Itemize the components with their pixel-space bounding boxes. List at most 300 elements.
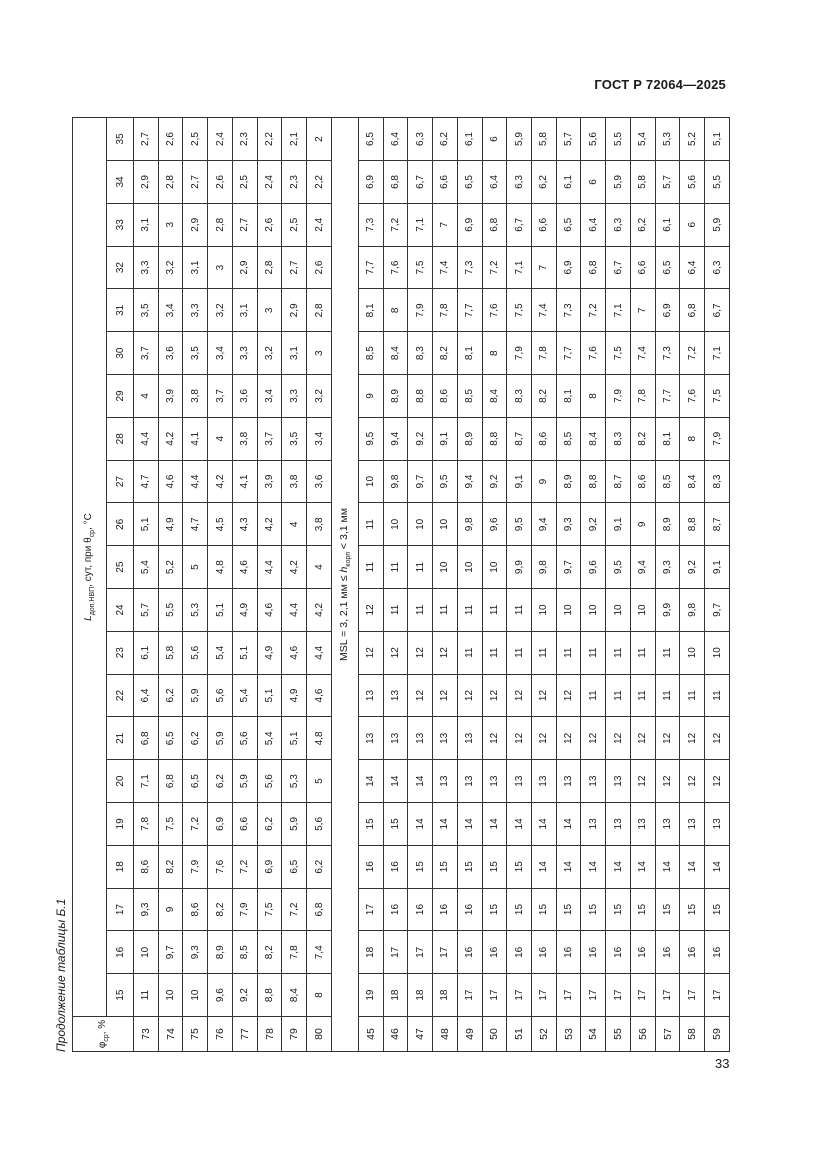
table-cell: 8,5 — [232, 931, 257, 974]
row-label: 56 — [630, 1017, 655, 1052]
table-cell: 7,9 — [705, 417, 730, 460]
table-cell: 13 — [581, 803, 606, 846]
table-cell: 12 — [383, 631, 408, 674]
row-label: 78 — [257, 1017, 282, 1052]
table-cell: 5 — [183, 546, 208, 589]
table-cell: 15 — [680, 888, 705, 931]
table-cell: 5,9 — [507, 118, 532, 161]
table-cell: 2,3 — [282, 161, 307, 204]
table-row — [630, 118, 655, 1052]
table-cell: 7,2 — [183, 803, 208, 846]
table-cell: 7,3 — [358, 203, 383, 246]
table-cell: 8,6 — [183, 888, 208, 931]
table-cell: 11 — [482, 589, 507, 632]
table-cell: 8,5 — [655, 460, 680, 503]
table-cell: 17 — [358, 888, 383, 931]
table-cell: 9,1 — [433, 417, 458, 460]
table-cell: 3,5 — [282, 417, 307, 460]
table-cell: 12 — [655, 760, 680, 803]
table-cell: 14 — [507, 803, 532, 846]
table-cell: 5,1 — [232, 631, 257, 674]
table-row — [606, 118, 631, 1052]
table-cell: 6,9 — [257, 845, 282, 888]
table-cell: 5,6 — [581, 118, 606, 161]
table-cell: 3,6 — [307, 460, 332, 503]
column-header: 20 — [107, 760, 134, 803]
table-cell: 9,1 — [606, 503, 631, 546]
table-cell: 3 — [158, 203, 183, 246]
table-cell: 4,6 — [257, 589, 282, 632]
table-cell: 3,9 — [158, 375, 183, 418]
table-row — [257, 118, 282, 1052]
table-cell: 15 — [383, 803, 408, 846]
table-cell: 2,6 — [257, 203, 282, 246]
table-cell: 2,9 — [134, 161, 159, 204]
table-row — [408, 118, 433, 1052]
table-cell: 8,7 — [606, 460, 631, 503]
table-cell: 7,9 — [183, 845, 208, 888]
table-cell: 14 — [581, 845, 606, 888]
table-cell: 7,7 — [556, 332, 581, 375]
table-cell: 4,8 — [307, 717, 332, 760]
table-row — [655, 118, 680, 1052]
row-label: 73 — [134, 1017, 159, 1052]
table-cell: 2,9 — [232, 246, 257, 289]
column-header: 26 — [107, 503, 134, 546]
table-cell: 12 — [408, 631, 433, 674]
table-row — [556, 118, 581, 1052]
table-cell: 12 — [630, 717, 655, 760]
table-cell: 8,8 — [581, 460, 606, 503]
column-header: 28 — [107, 417, 134, 460]
table-cell: 12 — [556, 717, 581, 760]
table-cell: 14 — [383, 760, 408, 803]
table-cell: 11 — [532, 631, 557, 674]
table-cell: 11 — [358, 546, 383, 589]
table-cell: 9,5 — [606, 546, 631, 589]
row-label: 50 — [482, 1017, 507, 1052]
table-cell: 2,7 — [183, 161, 208, 204]
table-cell: 8,9 — [457, 417, 482, 460]
table-cell: 2,2 — [257, 118, 282, 161]
table-cell: 12 — [581, 717, 606, 760]
table-cell: 8,4 — [680, 460, 705, 503]
table-cell: 13 — [630, 803, 655, 846]
table-cell: 6,3 — [507, 161, 532, 204]
table-cell: 12 — [482, 674, 507, 717]
table-cell: 11 — [507, 631, 532, 674]
table-cell: 10 — [383, 503, 408, 546]
table-cell: 7,8 — [630, 375, 655, 418]
table-cell: 2,8 — [307, 289, 332, 332]
table-cell: 4,3 — [232, 503, 257, 546]
table-cell: 5,9 — [208, 717, 233, 760]
table-cell: 9,2 — [680, 546, 705, 589]
table-cell: 4,6 — [158, 460, 183, 503]
table-cell: 8,6 — [630, 460, 655, 503]
table-cell: 5,4 — [208, 631, 233, 674]
table-cell: 11 — [581, 674, 606, 717]
table-cell: 15 — [606, 888, 631, 931]
table-cell: 3,2 — [158, 246, 183, 289]
section-row — [331, 118, 358, 1052]
table-row — [581, 118, 606, 1052]
table-cell: 17 — [532, 974, 557, 1017]
table-cell: 15 — [507, 845, 532, 888]
table-cell: 13 — [457, 760, 482, 803]
table-cell: 8,3 — [606, 417, 631, 460]
table-cell: 2,7 — [134, 118, 159, 161]
table-cell: 6,5 — [556, 203, 581, 246]
table-cell: 13 — [408, 717, 433, 760]
table-cell: 11 — [433, 589, 458, 632]
table-cell: 8,4 — [383, 332, 408, 375]
table-cell: 5,7 — [556, 118, 581, 161]
l-symbol: L — [83, 615, 94, 621]
table-cell: 16 — [433, 888, 458, 931]
table-cell: 2,7 — [232, 203, 257, 246]
table-cell: 8,9 — [655, 503, 680, 546]
table-cell: 4,6 — [307, 674, 332, 717]
table-cell: 9,8 — [680, 589, 705, 632]
table-cell: 5,9 — [705, 203, 730, 246]
table-cell: 3,6 — [232, 375, 257, 418]
table-cell: 7,9 — [606, 375, 631, 418]
table-cell: 13 — [358, 717, 383, 760]
table-cell: 3 — [307, 332, 332, 375]
table-cell: 5,8 — [630, 161, 655, 204]
table-cell: 3,5 — [183, 332, 208, 375]
table-cell: 17 — [680, 974, 705, 1017]
column-header: 21 — [107, 717, 134, 760]
row-label: 46 — [383, 1017, 408, 1052]
table-cell: 16 — [556, 931, 581, 974]
table-cell: 7,2 — [680, 332, 705, 375]
table-cell: 12 — [507, 717, 532, 760]
table-cell: 3,4 — [208, 332, 233, 375]
table-cell: 3,2 — [208, 289, 233, 332]
table-cell: 17 — [630, 974, 655, 1017]
table-cell: 13 — [556, 760, 581, 803]
table-row — [383, 118, 408, 1052]
table-cell: 11 — [457, 589, 482, 632]
table-cell: 7 — [532, 246, 557, 289]
table-cell: 3,3 — [134, 246, 159, 289]
table-cell: 8,6 — [134, 845, 159, 888]
table-cell: 14 — [532, 845, 557, 888]
table-cell: 4,4 — [282, 589, 307, 632]
table-cell: 6,6 — [532, 203, 557, 246]
row-label: 76 — [208, 1017, 233, 1052]
table-cell: 3,1 — [282, 332, 307, 375]
table-row — [183, 118, 208, 1052]
table-cell: 2 — [307, 118, 332, 161]
table-cell: 6 — [482, 118, 507, 161]
table-cell: 7,8 — [282, 931, 307, 974]
table-cell: 7,9 — [232, 888, 257, 931]
table-cell: 11 — [383, 546, 408, 589]
table-cell: 15 — [532, 888, 557, 931]
table-cell: 5,6 — [307, 803, 332, 846]
section-suffix: < 3,1 мм — [337, 508, 350, 552]
column-header: 16 — [107, 931, 134, 974]
table-cell: 11 — [655, 674, 680, 717]
table-cell: 7,4 — [532, 289, 557, 332]
table-cell: 6,5 — [655, 246, 680, 289]
table-row — [158, 118, 183, 1052]
table-cell: 7,7 — [358, 246, 383, 289]
table-cell: 15 — [630, 888, 655, 931]
table-row — [358, 118, 383, 1052]
table-cell: 11 — [408, 589, 433, 632]
table-cell: 15 — [408, 845, 433, 888]
table-cell: 9,7 — [705, 589, 730, 632]
table-cell: 3,6 — [158, 332, 183, 375]
l-subscript: доп.НВП — [89, 586, 96, 616]
table-cell: 8,1 — [655, 417, 680, 460]
table-cell: 6,7 — [507, 203, 532, 246]
table-cell: 2,8 — [158, 161, 183, 204]
table-cell: 8,5 — [457, 375, 482, 418]
table-cell: 6,8 — [307, 888, 332, 931]
table-cell: 14 — [532, 803, 557, 846]
table-cell: 13 — [606, 803, 631, 846]
table-cell: 3,8 — [232, 417, 257, 460]
column-header: 24 — [107, 589, 134, 632]
table-cell: 3,8 — [183, 375, 208, 418]
table-cell: 17 — [433, 931, 458, 974]
row-label: 74 — [158, 1017, 183, 1052]
table-cell: 6,9 — [655, 289, 680, 332]
table-cell: 9,9 — [507, 546, 532, 589]
table-cell: 6,6 — [630, 246, 655, 289]
table-cell: 2,3 — [232, 118, 257, 161]
table-cell: 3,4 — [307, 417, 332, 460]
table-cell: 6,4 — [680, 246, 705, 289]
table-cell: 7,5 — [408, 246, 433, 289]
table-cell: 5,5 — [705, 161, 730, 204]
table-cell: 8 — [307, 974, 332, 1017]
table-cell: 12 — [705, 760, 730, 803]
table-cell: 2,4 — [208, 118, 233, 161]
table-cell: 3,4 — [158, 289, 183, 332]
table-cell: 15 — [358, 803, 383, 846]
table-cell: 8 — [383, 289, 408, 332]
table-cell: 4,6 — [232, 546, 257, 589]
table-cell: 16 — [532, 931, 557, 974]
table-cell: 4,2 — [282, 546, 307, 589]
table-cell: 4,9 — [257, 631, 282, 674]
table-cell: 8,4 — [282, 974, 307, 1017]
table-cell: 16 — [457, 931, 482, 974]
table-cell: 12 — [358, 589, 383, 632]
column-header: 15 — [107, 974, 134, 1017]
table-cell: 5,6 — [208, 674, 233, 717]
table-cell: 7,2 — [482, 246, 507, 289]
table-row — [134, 118, 159, 1052]
table-cell: 11 — [134, 974, 159, 1017]
table-cell: 7,1 — [507, 246, 532, 289]
table-cell: 13 — [680, 803, 705, 846]
table-cell: 4,6 — [282, 631, 307, 674]
table-cell: 10 — [532, 589, 557, 632]
table-cell: 3 — [257, 289, 282, 332]
table-cell: 16 — [655, 931, 680, 974]
column-header-row — [107, 118, 134, 1052]
table-row — [482, 118, 507, 1052]
table-cell: 3,2 — [307, 375, 332, 418]
table-cell: 6 — [680, 203, 705, 246]
table-cell: 9,2 — [482, 460, 507, 503]
table-cell: 6,2 — [532, 161, 557, 204]
table-cell: 3,8 — [307, 503, 332, 546]
table-cell: 8,2 — [208, 888, 233, 931]
table-cell: 8,8 — [482, 417, 507, 460]
table-cell: 9,6 — [208, 974, 233, 1017]
table-cell: 5,1 — [208, 589, 233, 632]
table-cell: 7,1 — [134, 760, 159, 803]
table-cell: 12 — [630, 760, 655, 803]
row-label: 77 — [232, 1017, 257, 1052]
table-cell: 4,5 — [208, 503, 233, 546]
table-cell: 9 — [630, 503, 655, 546]
table-cell: 7,4 — [307, 931, 332, 974]
table-cell: 6,6 — [433, 161, 458, 204]
table-cell: 13 — [507, 760, 532, 803]
table-cell: 19 — [358, 974, 383, 1017]
table-cell: 11 — [655, 631, 680, 674]
row-label: 51 — [507, 1017, 532, 1052]
table-cell: 9,2 — [408, 417, 433, 460]
table-cell: 3,4 — [257, 375, 282, 418]
table-cell: 6,9 — [208, 803, 233, 846]
table-cell: 12 — [433, 631, 458, 674]
table-cell: 12 — [482, 717, 507, 760]
table-cell: 6,8 — [482, 203, 507, 246]
table-cell: 3,8 — [282, 460, 307, 503]
table-cell: 8,2 — [532, 375, 557, 418]
table-cell: 9,8 — [457, 503, 482, 546]
table-cell: 8,4 — [482, 375, 507, 418]
table-cell: 7,1 — [606, 289, 631, 332]
table-cell: 12 — [408, 674, 433, 717]
table-cell: 7,2 — [581, 289, 606, 332]
table-cell: 12 — [680, 717, 705, 760]
table-cell: 7,3 — [556, 289, 581, 332]
table-cell: 8,8 — [257, 974, 282, 1017]
h-symbol: h — [337, 566, 350, 573]
table-cell: 10 — [630, 589, 655, 632]
table-cell: 9,3 — [556, 503, 581, 546]
table-cell: 7,5 — [606, 332, 631, 375]
table-cell: 3,9 — [257, 460, 282, 503]
table-cell: 5,3 — [183, 589, 208, 632]
table-cell: 9,4 — [630, 546, 655, 589]
table-cell: 18 — [358, 931, 383, 974]
table-cell: 8,2 — [257, 931, 282, 974]
table-cell: 2,8 — [208, 203, 233, 246]
table-cell: 15 — [507, 888, 532, 931]
table-cell: 11 — [507, 589, 532, 632]
table-cell: 7,9 — [507, 332, 532, 375]
table-cell: 16 — [507, 931, 532, 974]
column-header: 27 — [107, 460, 134, 503]
table-cell: 7,6 — [581, 332, 606, 375]
table-cell: 6,7 — [408, 161, 433, 204]
table-cell: 7,9 — [408, 289, 433, 332]
table-cell: 6,4 — [134, 674, 159, 717]
table-cell: 8 — [482, 332, 507, 375]
table-cell: 5,8 — [532, 118, 557, 161]
column-header: 31 — [107, 289, 134, 332]
table-cell: 10 — [705, 631, 730, 674]
table-cell: 2,4 — [257, 161, 282, 204]
table-cell: 11 — [408, 546, 433, 589]
table-cell: 6,8 — [134, 717, 159, 760]
table-cell: 4,2 — [307, 589, 332, 632]
table-cell: 7 — [630, 289, 655, 332]
table-cell: 13 — [581, 760, 606, 803]
table-cell: 5,9 — [282, 803, 307, 846]
table-cell: 7,3 — [655, 332, 680, 375]
table-cell: 6,8 — [383, 161, 408, 204]
group-header-mid: , сут, при θ — [83, 537, 94, 587]
table-cell: 13 — [655, 803, 680, 846]
table-cell: 8,1 — [556, 375, 581, 418]
row-label: 59 — [705, 1017, 730, 1052]
row-label: 48 — [433, 1017, 458, 1052]
table-cell: 5,6 — [257, 760, 282, 803]
table-cell: 9,7 — [556, 546, 581, 589]
table-cell: 12 — [433, 674, 458, 717]
table-cell: 6,1 — [556, 161, 581, 204]
table-cell: 6,2 — [183, 717, 208, 760]
table-cell: 2,7 — [282, 246, 307, 289]
table-cell: 6,9 — [358, 161, 383, 204]
column-header: 33 — [107, 203, 134, 246]
table-cell: 18 — [433, 974, 458, 1017]
table-cell: 6,1 — [457, 118, 482, 161]
table-cell: 13 — [482, 760, 507, 803]
table-cell: 16 — [630, 931, 655, 974]
table-cell: 6,1 — [134, 631, 159, 674]
table-cell: 2,5 — [282, 203, 307, 246]
table-cell: 6,8 — [581, 246, 606, 289]
table-cell: 10 — [158, 974, 183, 1017]
table-cell: 3,3 — [232, 332, 257, 375]
table-cell: 10 — [581, 589, 606, 632]
row-label: 52 — [532, 1017, 557, 1052]
phi-unit: , % — [96, 1019, 108, 1035]
table-cell: 5,9 — [183, 674, 208, 717]
table-cell: 4,1 — [183, 417, 208, 460]
table-cell: 6,2 — [307, 845, 332, 888]
row-label: 79 — [282, 1017, 307, 1052]
table-cell: 3,7 — [257, 417, 282, 460]
table-row — [232, 118, 257, 1052]
table-cell: 16 — [581, 931, 606, 974]
table-cell: 13 — [606, 760, 631, 803]
table-cell: 6,7 — [606, 246, 631, 289]
table-cell: 9,6 — [482, 503, 507, 546]
table-cell: 13 — [457, 717, 482, 760]
table-cell: 9,2 — [232, 974, 257, 1017]
table-cell: 14 — [606, 845, 631, 888]
table-cell: 5,5 — [606, 118, 631, 161]
table-cell: 17 — [655, 974, 680, 1017]
table-cell: 9,9 — [655, 589, 680, 632]
table-cell: 5,3 — [282, 760, 307, 803]
